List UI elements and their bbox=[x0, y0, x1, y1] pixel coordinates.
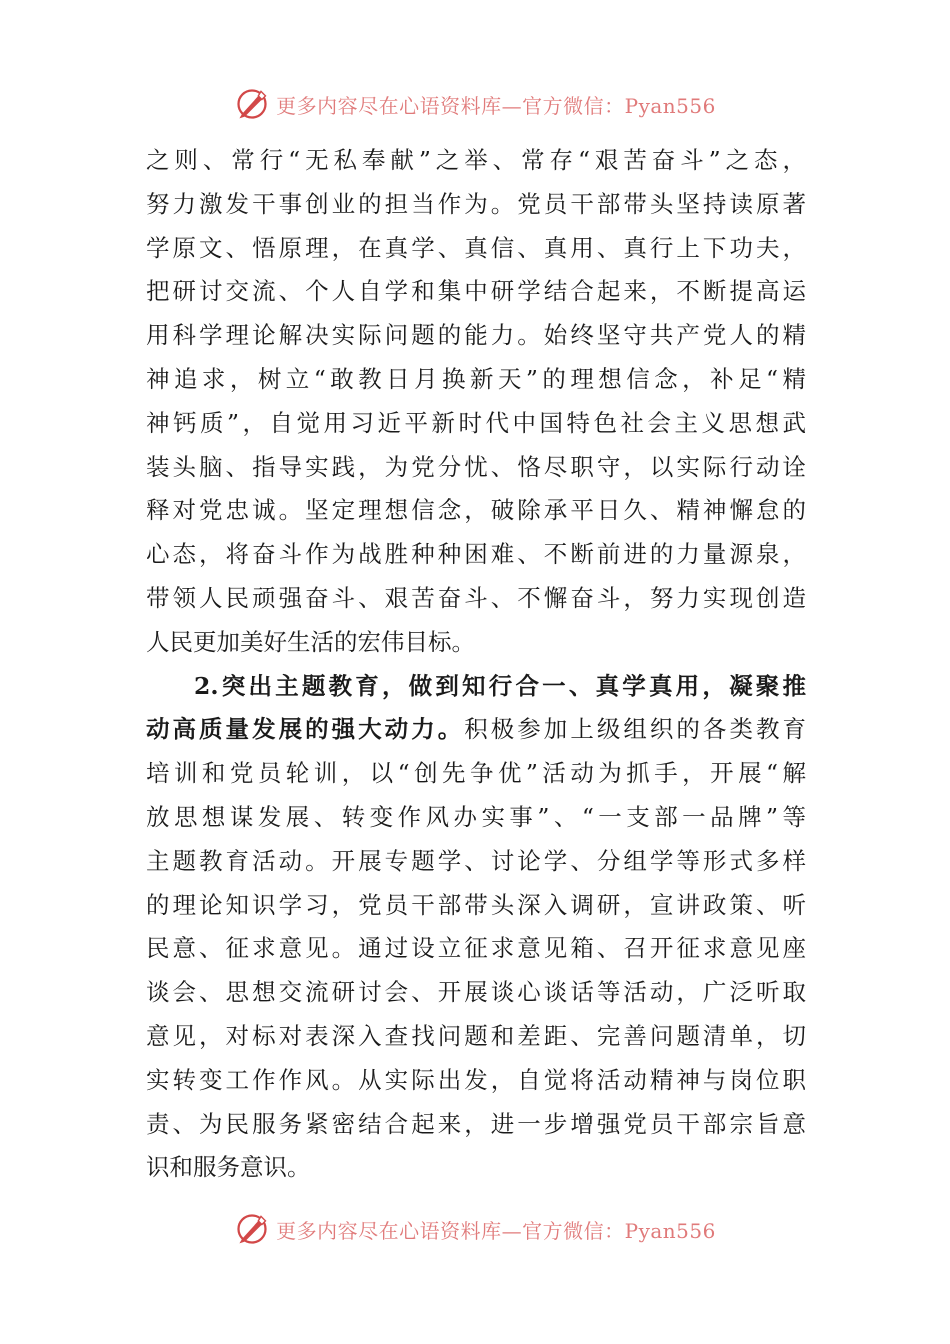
text-line: 神钙质”，自觉用习近平新时代中国特色社会主义思想武 bbox=[146, 408, 806, 437]
text-line: 放思想谋发展、转变作风办实事”、“一支部一品牌”等 bbox=[146, 802, 806, 831]
text-line-mixed bbox=[146, 708, 806, 752]
text-line: 把研讨交流、个人自学和集中研学结合起来，不断提高运 bbox=[146, 277, 806, 306]
text-line: 带领人民顽强奋斗、艰苦奋斗、不懈奋斗，努力实现创造 bbox=[146, 583, 806, 612]
text-line: 识和服务意识。 bbox=[146, 1153, 311, 1182]
pen-logo-icon bbox=[234, 86, 270, 122]
text-line: 神追求，树立“敢教日月换新天”的理想信念，补足“精 bbox=[146, 364, 806, 393]
text-line: 释对党忠诚。坚定理想信念，破除承平日久、精神懈怠的 bbox=[146, 496, 806, 525]
text-line: 主题教育活动。开展专题学、讨论学、分组学等形式多样 bbox=[146, 846, 806, 875]
text-line: 用科学理论解决实际问题的能力。始终坚守共产党人的精 bbox=[146, 321, 806, 350]
text-line: 努力激发干事创业的担当作为。党员干部带头坚持读原著 bbox=[146, 189, 806, 218]
header-watermark-inner bbox=[234, 86, 716, 122]
text-line: 培训和党员轮训，以“创先争优”活动为抓手，开展“解 bbox=[146, 759, 806, 788]
section-heading: 2.突出主题教育，做到知行合一、真学真用，凝聚推 bbox=[194, 671, 806, 700]
text-line: 装头脑、指导实践，为党分忧、恪尽职守，以实际行动诠 bbox=[146, 452, 806, 481]
text-segment: 积极参加上级组织的各类教育 bbox=[464, 715, 806, 744]
paragraph-2 bbox=[146, 665, 806, 1191]
document-body bbox=[146, 139, 806, 1190]
text-line: 人民更加美好生活的宏伟目标。 bbox=[146, 627, 475, 656]
footer-watermark-text: 更多内容尽在心语资料库—官方微信：Pyan556 bbox=[276, 1218, 716, 1243]
text-line: 之则、常行“无私奉献”之举、常存“艰苦奋斗”之态， bbox=[146, 146, 806, 174]
text-line: 心态，将奋斗作为战胜种种困难、不断前进的力量源泉， bbox=[146, 540, 806, 569]
paragraph-1 bbox=[146, 139, 806, 665]
section-heading-continued: 动高质量发展的强大动力。 bbox=[146, 715, 465, 744]
header-watermark bbox=[0, 84, 950, 124]
text-line: 责、为民服务紧密结合起来，进一步增强党员干部宗旨意 bbox=[146, 1109, 806, 1138]
text-line: 意见，对标对表深入查找问题和差距、完善问题清单，切 bbox=[146, 1021, 806, 1050]
header-watermark-text: 更多内容尽在心语资料库—官方微信：Pyan556 bbox=[276, 93, 716, 118]
footer-watermark-inner bbox=[234, 1211, 716, 1247]
text-line: 民意、征求意见。通过设立征求意见箱、召开征求意见座 bbox=[146, 934, 806, 963]
text-line: 谈会、思想交流研讨会、开展谈心谈话等活动，广泛听取 bbox=[146, 978, 806, 1007]
text-line: 实转变工作作风。从实际出发，自觉将活动精神与岗位职 bbox=[146, 1065, 806, 1094]
text-line: 的理论知识学习，党员干部带头深入调研，宣讲政策、听 bbox=[146, 890, 806, 919]
footer-watermark bbox=[0, 1209, 950, 1249]
text-line: 学原文、悟原理，在真学、真信、真用、真行上下功夫， bbox=[146, 233, 806, 262]
pen-logo-icon bbox=[234, 1211, 270, 1247]
